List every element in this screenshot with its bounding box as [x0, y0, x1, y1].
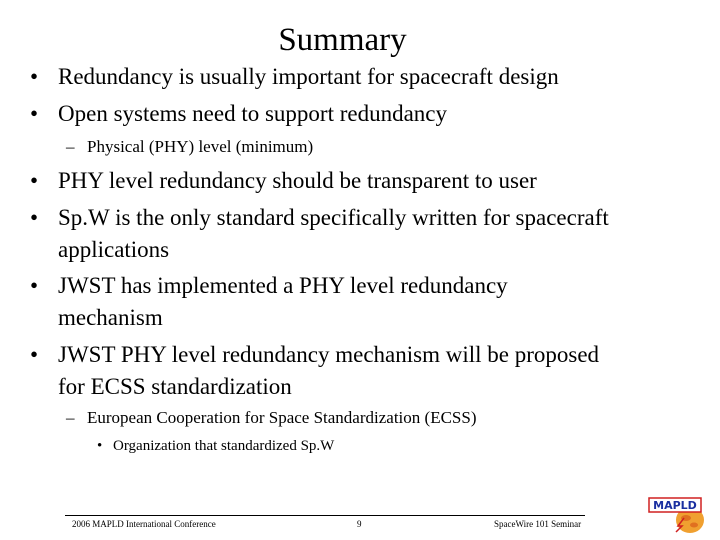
bullet-dot: •	[97, 438, 103, 454]
footer-seminar: SpaceWire 101 Seminar	[494, 519, 582, 529]
bullet-dot: •	[30, 273, 39, 298]
bullet-dot: •	[30, 64, 39, 89]
bullet-dot: •	[30, 168, 39, 193]
bullet-dot: •	[30, 101, 39, 126]
footer-divider	[65, 515, 585, 516]
bullet-dash: –	[66, 408, 75, 427]
bullet-dot: •	[30, 205, 39, 230]
mapld-logo	[648, 490, 708, 534]
slide: Summary • Redundancy is usually important for spacecraft design • Open systems need to support redundancy – Physical (PHY) level (minimum) • PHY level redundancy should be transparent to user • Sp.W is the only standard specifically written for spacecraft applications • JWST has implemented a PHY level redundancy mechanism • JWST PHY level redundancy mechanism will be proposed for ECSS standardization – European Cooperation for Space Standardization (ECSS) • Organization that standardized Sp.W 2006 MAPLD International Conference 9 SpaceWire 101 Seminar MAPLD	[0, 0, 720, 540]
mapld-logo-icon	[648, 490, 708, 534]
footer-conference: 2006 MAPLD International Conference	[72, 519, 216, 529]
slide-title: Summary	[278, 22, 407, 58]
bullet-dot: •	[30, 342, 39, 367]
bullet-dash: –	[66, 137, 75, 156]
logo-text: MAPLD	[653, 499, 697, 512]
footer-page-number: 9	[357, 519, 362, 529]
